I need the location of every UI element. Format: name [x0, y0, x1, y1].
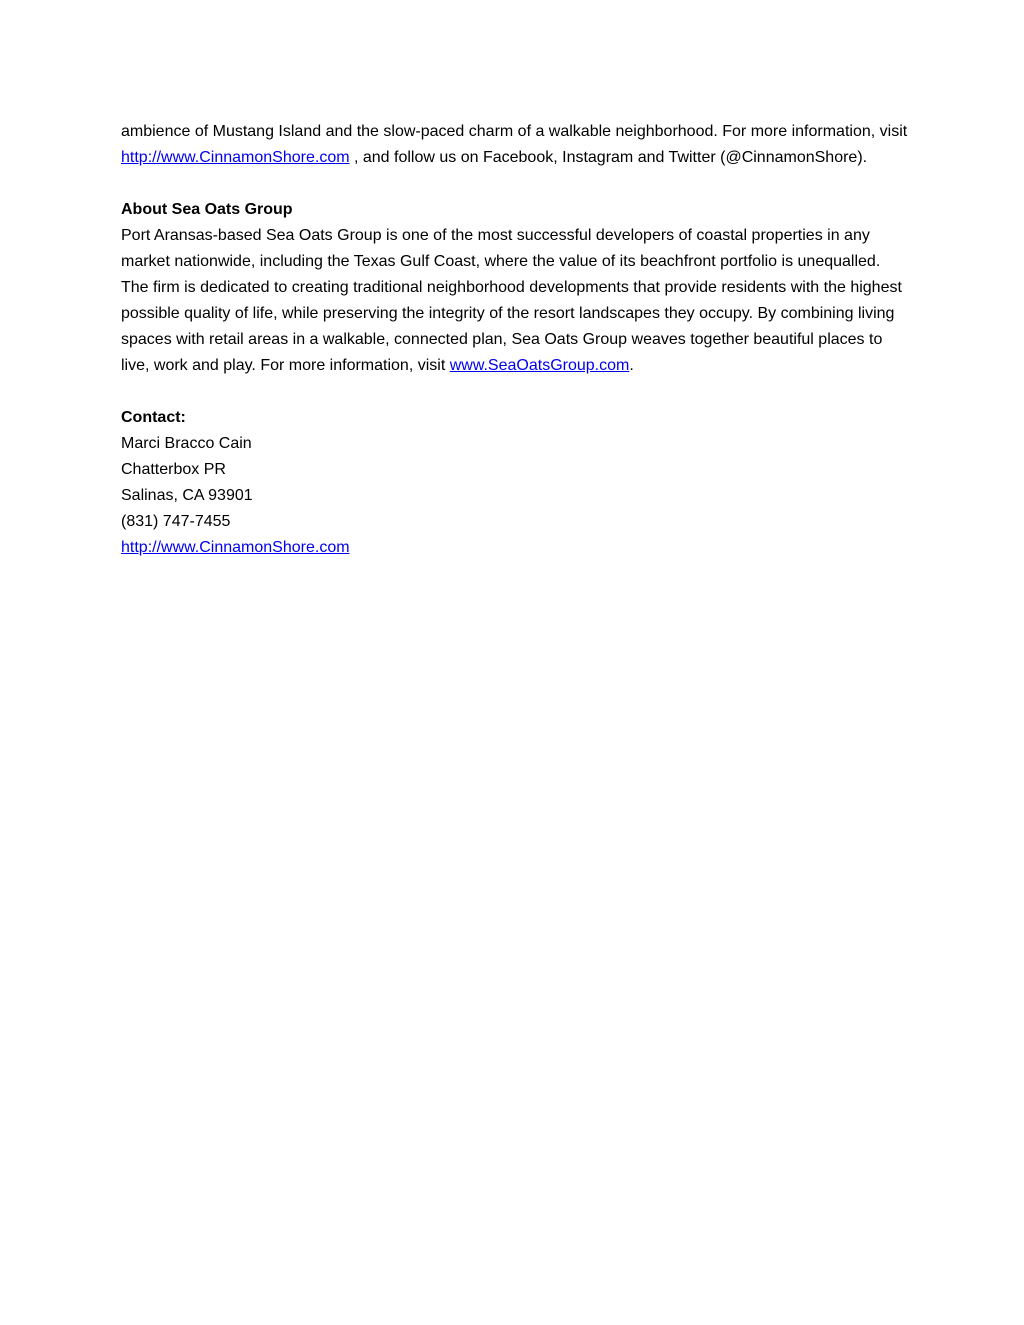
- contact-heading: Contact:: [121, 409, 186, 426]
- contact-name: Marci Bracco Cain: [121, 435, 252, 452]
- contact-website-link[interactable]: http://www.CinnamonShore.com: [121, 539, 350, 556]
- about-paragraph: [121, 223, 911, 379]
- document-page: [121, 119, 911, 561]
- intro-text-start: ambience of Mustang Island and the slow-paced charm of a walkable neighborhood. For more information, visit: [121, 123, 908, 140]
- contact-company: Chatterbox PR: [121, 461, 226, 478]
- paragraph-spacer: [121, 379, 911, 405]
- contact-phone: (831) 747-7455: [121, 513, 231, 530]
- contact-address: Salinas, CA 93901: [121, 487, 253, 504]
- intro-text-end: , and follow us on Facebook, Instagram and Twitter (@CinnamonShore).: [349, 149, 868, 166]
- contact-block: [121, 431, 911, 561]
- about-body-text: Port Aransas-based Sea Oats Group is one of the most successful developers of coastal properties in any market nationwide, including the Texas Gulf Coast, where the value of its beachfront portfolio is unequalled. The firm is dedicated to creating traditional neighborhood developments that provide residents with the highest possible quality of life, while preserving the integrity of the resort landscapes they occupy. By combining living spaces with retail areas in a walkable, connected plan, Sea Oats Group weaves together beautiful places to live, work and play. For more information, visit: [121, 227, 902, 374]
- paragraph-spacer: [121, 171, 911, 197]
- intro-paragraph: [121, 119, 911, 171]
- about-heading: About Sea Oats Group: [121, 201, 293, 218]
- cinnamon-shore-link[interactable]: http://www.CinnamonShore.com: [121, 149, 350, 166]
- sea-oats-group-link[interactable]: www.SeaOatsGroup.com: [449, 357, 630, 374]
- about-trailing-period: .: [629, 357, 634, 374]
